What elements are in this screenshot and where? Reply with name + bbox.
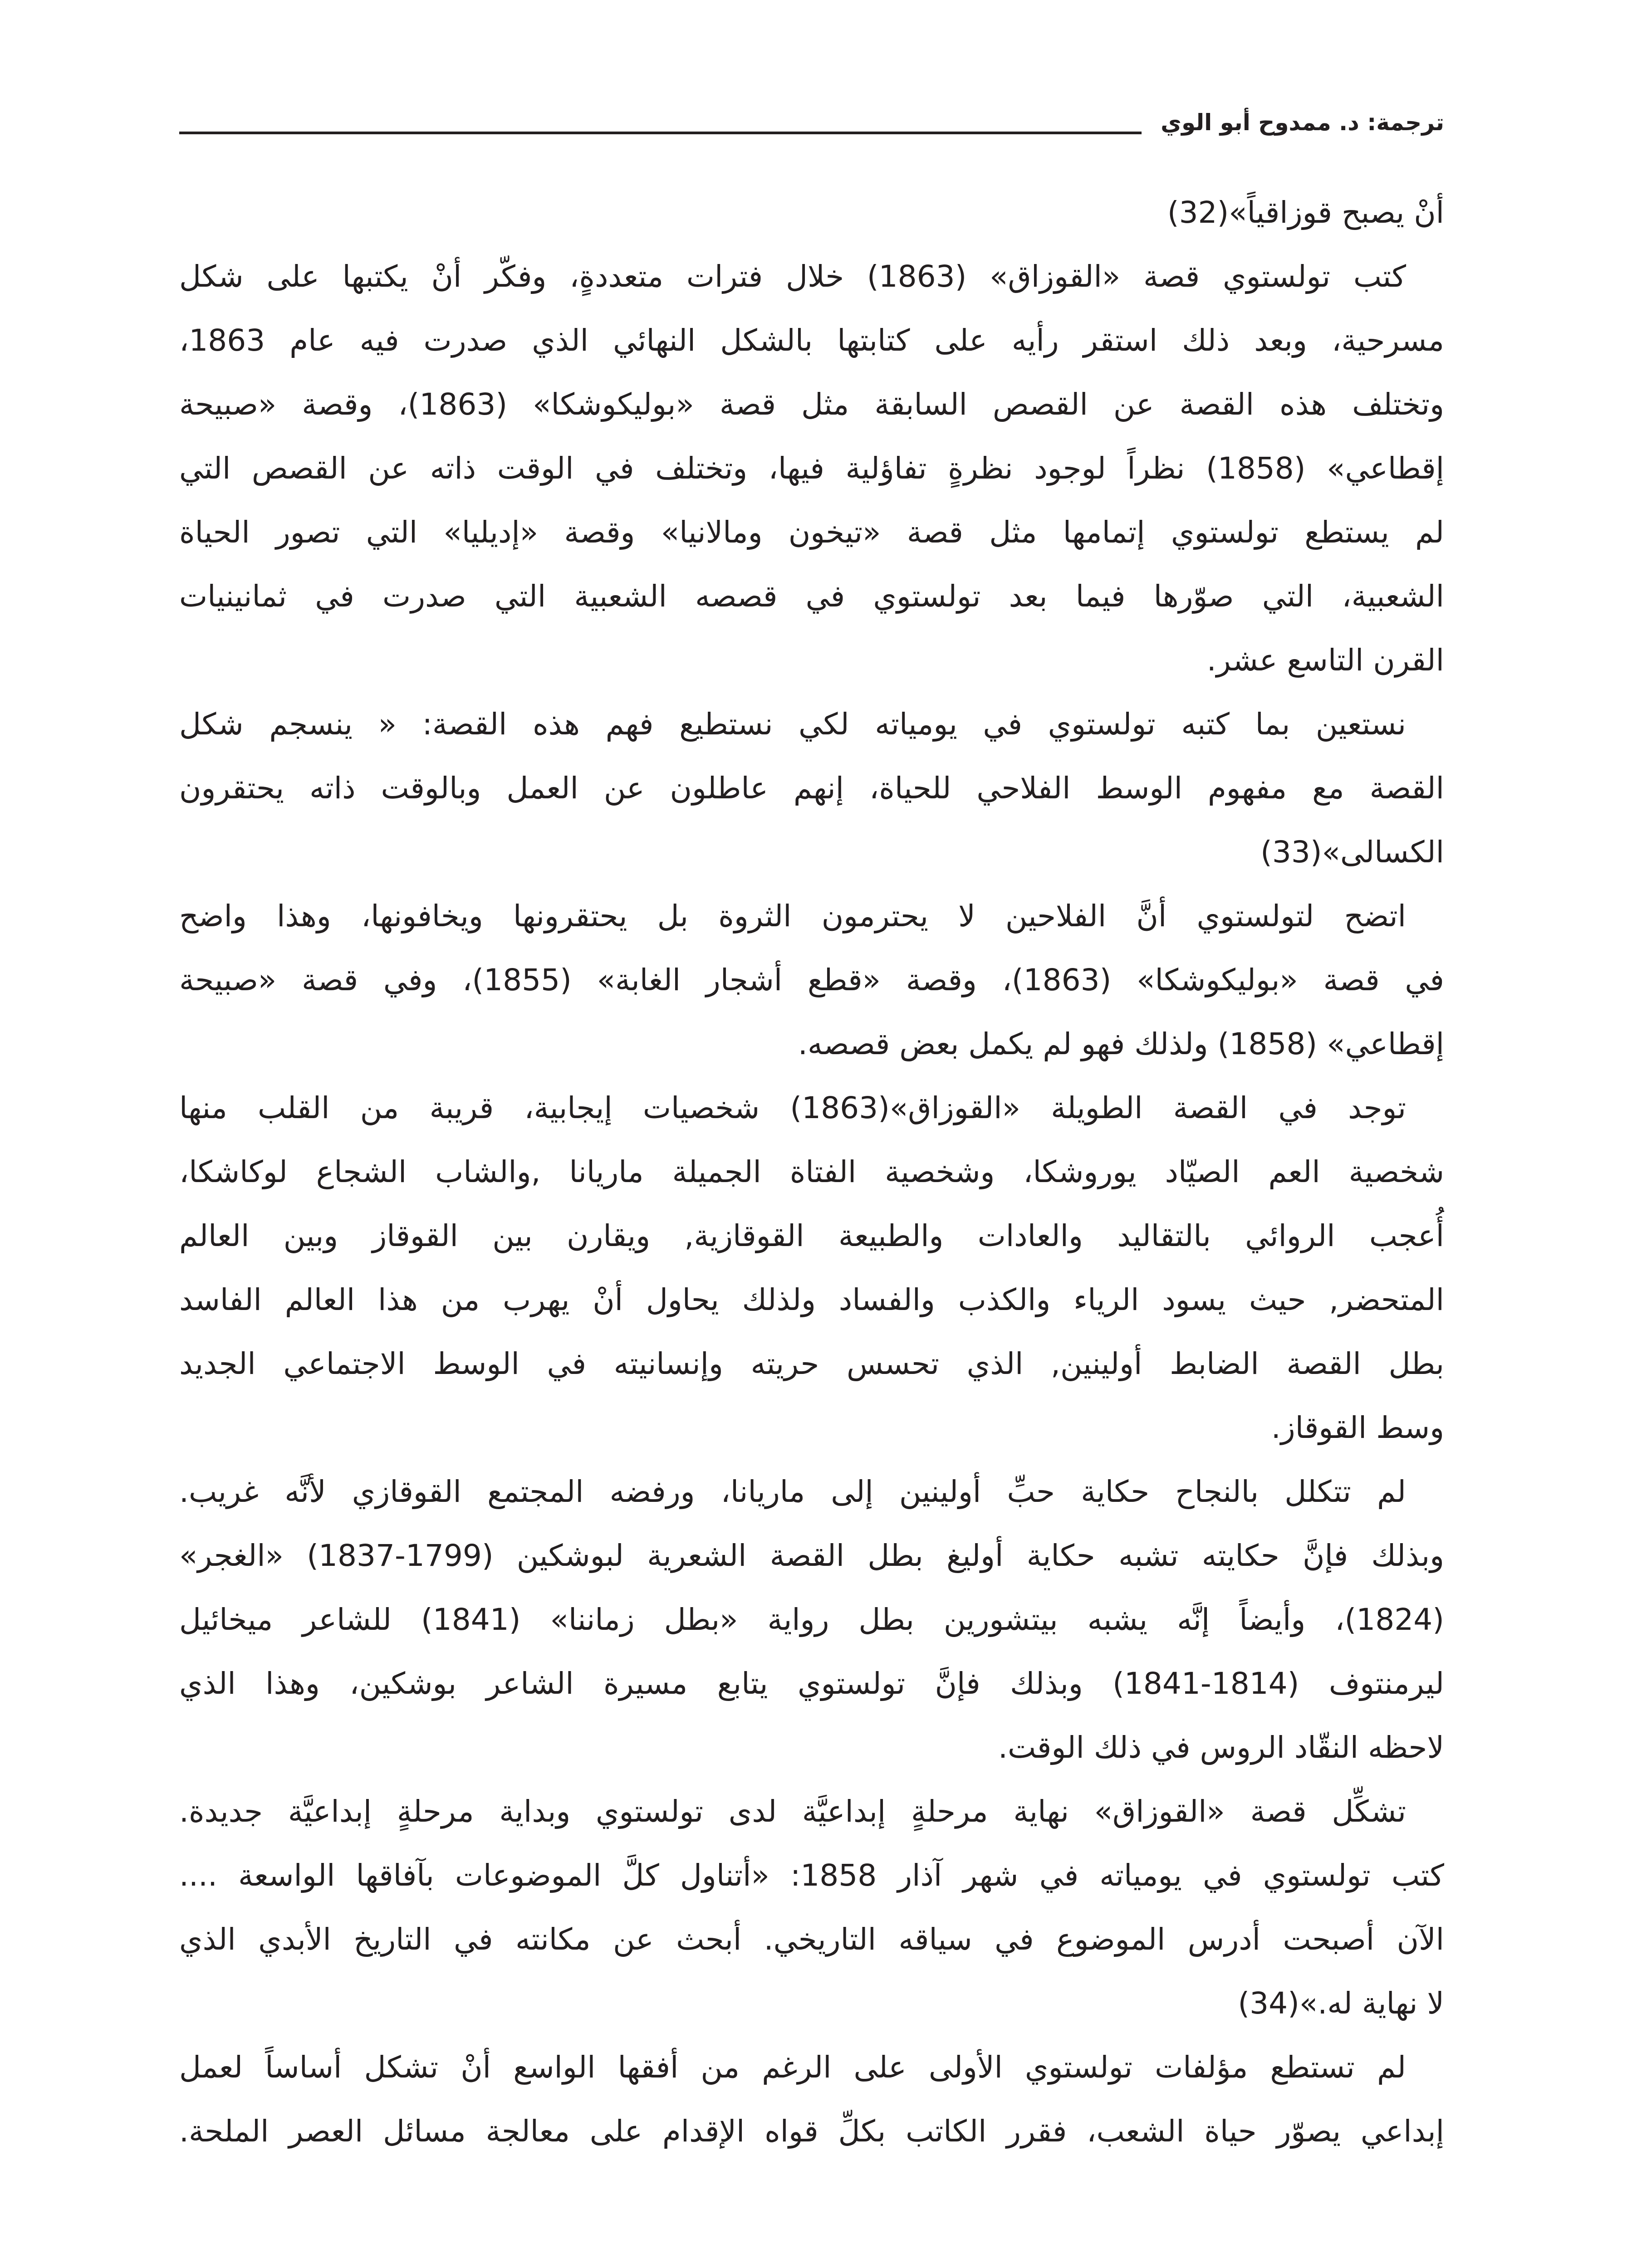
text-line: وتختلف هذه القصة عن القصص السابقة مثل قصة «بوليكوشكا» (1863)، وقصة «صبيحة: [179, 387, 1444, 422]
paragraph: [179, 1460, 1444, 1779]
paragraph: [179, 1076, 1444, 1460]
text-line: المتحضر, حيث يسود الرياء والكذب والفساد ولذلك يحاول أنْ يهرب من هذا العالم الفاسد: [179, 1282, 1444, 1317]
text-line: لا نهاية له.»(34): [1238, 1986, 1444, 2021]
paragraph: [179, 884, 1444, 1076]
text-line: إبداعي يصوّر حياة الشعب، فقرر الكاتب بكلِّ قواه الإقدام على معالجة مسائل العصر الملحة.: [179, 2114, 1444, 2149]
text-line: القرن التاسع عشر.: [1206, 643, 1444, 678]
text-line: بطل القصة الضابط أولينين, الذي تحسس حريته وإنسانيته في الوسط الاجتماعي الجديد: [179, 1346, 1444, 1381]
paragraph-continued: [179, 181, 1444, 244]
text-line: أُعجب الروائي بالتقاليد والعادات والطبيعة القوقازية, ويقارن بين القوقاز وبين العالم: [179, 1218, 1444, 1253]
text-line: نستعين بما كتبه تولستوي في يومياته لكي نستطيع فهم هذه القصة: « ينسجم شكل: [179, 707, 1406, 742]
paragraph: [179, 244, 1444, 692]
text-line: لم تستطع مؤلفات تولستوي الأولى على الرغم من أفقها الواسع أنْ تشكل أساساً لعمل: [179, 2050, 1406, 2085]
text-line: تشكِّل قصة «القوزاق» نهاية مرحلةٍ إبداعيَّة لدى تولستوي وبداية مرحلةٍ إبداعيَّة جديدة.: [179, 1794, 1406, 1829]
text-line: الآن أصبحت أدرس الموضوع في سياقه التاريخي. أبحث عن مكانته في التاريخ الأبدي الذي: [179, 1922, 1444, 1957]
text-line: كتب تولستوي في يومياته في شهر آذار 1858: «أتناول كلَّ الموضوعات بآفاقها الواسعة ....: [179, 1858, 1444, 1893]
text-line: (1824)، وأيضاً إنَّه يشبه بيتشورين بطل رواية «بطل زماننا» (1841) للشاعر ميخائيل: [179, 1602, 1444, 1637]
running-header: [179, 101, 1444, 144]
paragraph: [179, 1779, 1444, 2035]
text-line: إقطاعي» (1858) نظراً لوجود نظرةٍ تفاؤلية فيها، وتختلف في الوقت ذاته عن القصص التي: [179, 451, 1444, 486]
text-line: اتضح لتولستوي أنَّ الفلاحين لا يحترمون الثروة بل يحتقرونها ويخافونها، وهذا واضح: [179, 899, 1406, 934]
text-line: وبذلك فإنَّ حكايته تشبه حكاية أوليغ بطل القصة الشعرية لبوشكين (1799-1837) «الغجر»: [179, 1538, 1444, 1573]
text-line: كتب تولستوي قصة «القوزاق» (1863) خلال فترات متعددةٍ، وفكّر أنْ يكتبها على شكل: [179, 259, 1406, 294]
text-line: أنْ يصبح قوزاقياً»(32): [1167, 195, 1444, 230]
text-line: لم يستطع تولستوي إتمامها مثل قصة «تيخون ومالانيا» وقصة «إديليا» التي تصور الحياة: [179, 515, 1444, 550]
text-line: ليرمنتوف (1814-1841) وبذلك فإنَّ تولستوي يتابع مسيرة الشاعر بوشكين، وهذا الذي: [179, 1666, 1444, 1701]
translator-credit: ترجمة: د. ممدوح أبو الوي: [1161, 109, 1444, 136]
text-line: شخصية العم الصيّاد يوروشكا، وشخصية الفتاة الجميلة ماريانا ,والشاب الشجاع لوكاشكا،: [179, 1154, 1444, 1189]
header-rule: [179, 132, 1142, 134]
text-line: توجد في القصة الطويلة «القوزاق»(1863) شخصيات إيجابية، قريبة من القلب منها: [179, 1090, 1406, 1125]
article-body: [179, 181, 1444, 2163]
text-line: وسط القوقاز.: [1271, 1410, 1444, 1445]
text-line: الكسالى»(33): [1260, 835, 1444, 870]
text-line: إقطاعي» (1858) ولذلك فهو لم يكمل بعض قصصه.: [798, 1026, 1444, 1061]
text-line: في قصة «بوليكوشكا» (1863)، وقصة «قطع أشجار الغابة» (1855)، وفي قصة «صبيحة: [179, 963, 1444, 997]
text-line: لم تتكلل بالنجاح حكاية حبِّ أولينين إلى ماريانا، ورفضه المجتمع القوقازي لأنَّه غريب.: [179, 1474, 1406, 1509]
paragraph: [179, 692, 1444, 884]
text-line: لاحظه النقّاد الروس في ذلك الوقت.: [998, 1730, 1444, 1765]
paragraph-continues: [179, 2035, 1444, 2163]
text-line: مسرحية، وبعد ذلك استقر رأيه على كتابتها بالشكل النهائي الذي صدرت فيه عام 1863،: [179, 323, 1444, 358]
text-line: القصة مع مفهوم الوسط الفلاحي للحياة، إنهم عاطلون عن العمل وبالوقت ذاته يحتقرون: [179, 771, 1444, 806]
text-line: الشعبية، التي صوّرها فيما بعد تولستوي في قصصه الشعبية التي صدرت في ثمانينيات: [179, 579, 1444, 614]
